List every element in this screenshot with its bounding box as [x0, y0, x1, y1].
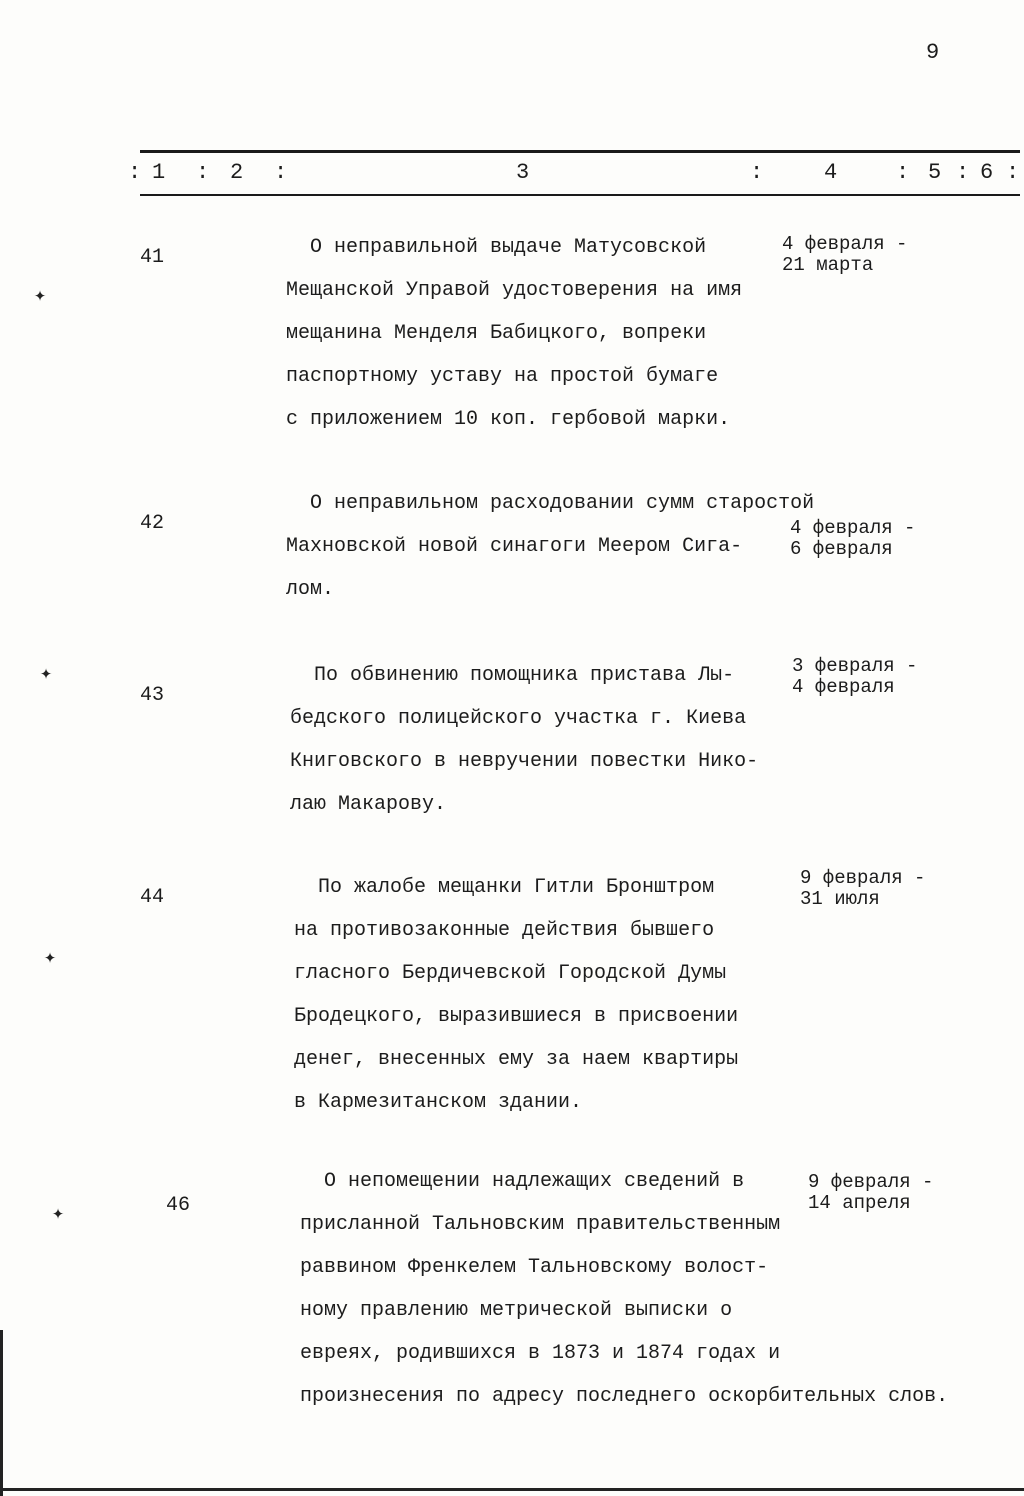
- entry-text: [286, 226, 846, 441]
- header-rule-top: [140, 150, 1020, 153]
- text-line: в Кармезитанском здании.: [294, 1091, 583, 1114]
- punch-hole-mark-icon: ✦: [34, 285, 47, 308]
- text-line: произнесения по адресу последнего оскорбительных слов.: [300, 1385, 949, 1408]
- column-4-header: 4: [824, 160, 838, 185]
- text-line: Книговского в невручении повестки Нико-: [290, 750, 759, 773]
- scan-edge-left: [0, 1330, 3, 1496]
- entry-dates: [792, 656, 917, 698]
- date-start: 3 февраля -: [792, 655, 918, 677]
- entry-dates: [782, 234, 907, 276]
- column-2-header: 2: [230, 160, 244, 185]
- entry-number: 41: [140, 246, 165, 269]
- entry-number: 43: [140, 684, 165, 707]
- punch-hole-mark-icon: ✦: [40, 663, 53, 686]
- date-end: 14 апреля: [808, 1192, 911, 1214]
- column-separator: :: [274, 160, 288, 185]
- column-separator: :: [196, 160, 210, 185]
- text-line: денег, внесенных ему за наем квартиры: [294, 1048, 739, 1071]
- date-end: 31 июля: [800, 888, 880, 910]
- column-separator: :: [750, 160, 764, 185]
- text-line: присланной Тальновским правительственным: [300, 1213, 781, 1236]
- column-6-header: 6: [980, 160, 994, 185]
- column-separator: :: [1006, 160, 1020, 185]
- scan-edge-bottom: [0, 1488, 1024, 1491]
- text-line: лом.: [286, 578, 335, 601]
- entry-dates: [808, 1172, 933, 1214]
- text-line: О неправильной выдаче Матусовской: [286, 236, 707, 259]
- text-line: с приложением 10 коп. гербовой марки.: [286, 408, 731, 431]
- text-line: Бродецкого, выразившиеся в присвоении: [294, 1005, 739, 1028]
- date-end: 4 февраля: [792, 676, 895, 698]
- column-separator: :: [956, 160, 970, 185]
- text-line: евреях, родившихся в 1873 и 1874 годах и: [300, 1342, 781, 1365]
- column-5-header: 5: [928, 160, 942, 185]
- punch-hole-mark-icon: ✦: [52, 1203, 65, 1226]
- entry-number: 46: [166, 1194, 191, 1217]
- entry-number: 44: [140, 886, 165, 909]
- column-3-header: 3: [516, 160, 530, 185]
- text-line: Мещанской Управой удостоверения на имя: [286, 279, 743, 302]
- text-line: О неправильном расходовании сумм старостой: [286, 492, 815, 515]
- text-line: лаю Макарову.: [290, 793, 447, 816]
- entry-dates: [790, 518, 915, 560]
- text-line: мещанина Менделя Бабицкого, вопреки: [286, 322, 707, 345]
- page-number: 9: [926, 40, 940, 65]
- column-1-header: 1: [152, 160, 166, 185]
- text-line: раввином Френкелем Тальновскому волост-: [300, 1256, 769, 1279]
- date-start: 4 февраля -: [790, 517, 916, 539]
- date-start: 9 февраля -: [800, 867, 926, 889]
- header-rule-bottom: [140, 194, 1020, 196]
- entry-number: 42: [140, 512, 165, 535]
- entry-text: [294, 866, 854, 1124]
- text-line: По жалобе мещанки Гитли Бронштром: [294, 876, 715, 899]
- date-start: 9 февраля -: [808, 1171, 934, 1193]
- entry-dates: [800, 868, 925, 910]
- text-line: гласного Бердичевской Городской Думы: [294, 962, 727, 985]
- text-line: По обвинению помощника пристава Лы-: [290, 664, 735, 687]
- text-line: ному правлению метрической выписки о: [300, 1299, 733, 1322]
- column-separator: :: [896, 160, 910, 185]
- text-line: Махновской новой синагоги Меером Сига-: [286, 535, 743, 558]
- date-start: 4 февраля -: [782, 233, 908, 255]
- date-end: 21 марта: [782, 254, 874, 276]
- entry-text: [290, 654, 850, 826]
- text-line: О непомещении надлежащих сведений в: [300, 1170, 745, 1193]
- text-line: бедского полицейского участка г. Киева: [290, 707, 747, 730]
- date-end: 6 февраля: [790, 538, 893, 560]
- text-line: паспортному уставу на простой бумаге: [286, 365, 719, 388]
- punch-hole-mark-icon: ✦: [44, 947, 57, 970]
- column-separator: :: [128, 160, 142, 185]
- text-line: на противозаконные действия бывшего: [294, 919, 715, 942]
